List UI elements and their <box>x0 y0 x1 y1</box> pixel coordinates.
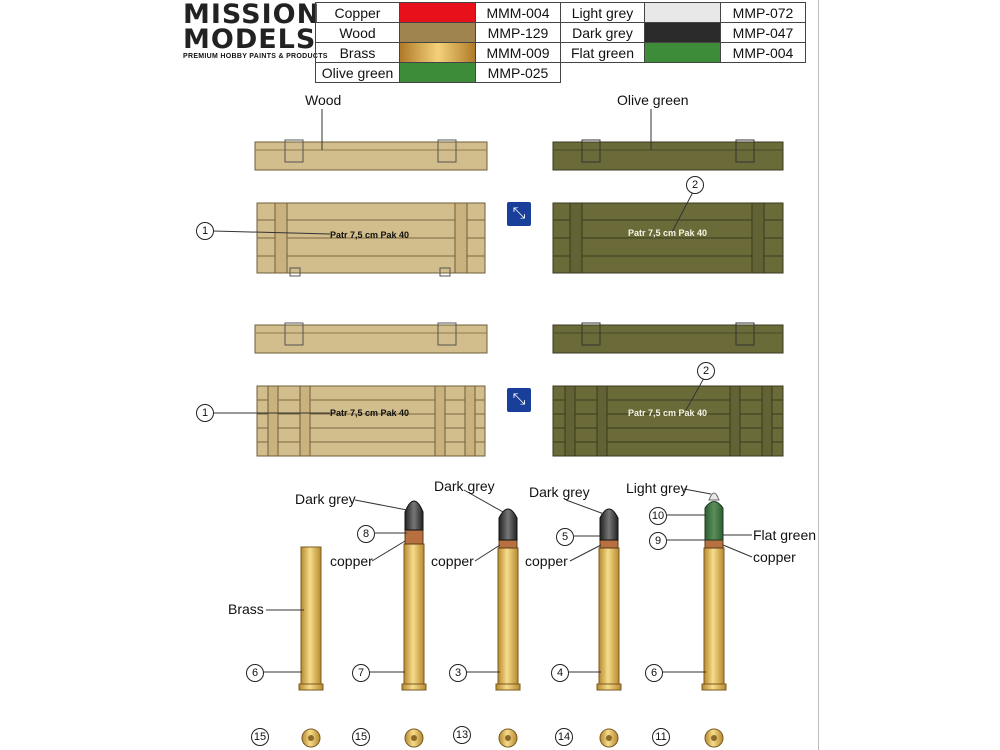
wood-crate-stencil: Patr 7,5 cm Pak 40 <box>330 408 410 418</box>
paint-code: MMM-009 <box>476 43 561 63</box>
callout-number: 2 <box>686 176 704 194</box>
base-callout: 11 <box>652 728 670 746</box>
callout-number: 3 <box>449 664 467 682</box>
dark-grey-label: Dark grey <box>295 491 356 507</box>
round-4 <box>702 493 726 690</box>
paint-code: MMP-025 <box>476 63 561 83</box>
callout-number: 7 <box>352 664 370 682</box>
base-callout: 15 <box>352 728 370 746</box>
paint-name: Olive green <box>316 63 400 83</box>
callout-number: 6 <box>246 664 264 682</box>
paint-code: MMP-072 <box>721 3 806 23</box>
copper-label: copper <box>525 553 568 569</box>
callout-number: 6 <box>645 664 663 682</box>
olive-crate-side-top <box>553 203 783 273</box>
brand-line1: MISSION <box>183 0 321 30</box>
paint-name: Copper <box>316 3 400 23</box>
brass-label: Brass <box>228 601 264 617</box>
wood-crate-side-bottom <box>257 386 485 456</box>
flat-green-label: Flat green <box>753 527 817 543</box>
callout-number: 1 <box>196 222 214 240</box>
paint-code: MMP-047 <box>721 23 806 43</box>
wood-crate-label: Wood <box>305 92 342 108</box>
paint-code: MMM-004 <box>476 3 561 23</box>
paint-name: Light grey <box>561 3 645 23</box>
olive-crate-stencil: Patr 7,5 cm Pak 40 <box>628 408 708 418</box>
paint-code: MMP-004 <box>721 43 806 63</box>
swap-arrow-icon: ⤡ <box>507 388 531 412</box>
wood-crate-lid-top <box>255 140 487 170</box>
olive-crate-stencil: Patr 7,5 cm Pak 40 <box>628 228 708 238</box>
wood-crate-lid-bottom <box>255 323 487 353</box>
callout-number: 8 <box>357 525 375 543</box>
callout-number: 4 <box>551 664 569 682</box>
round-2 <box>496 509 520 690</box>
callout-number: 2 <box>697 362 715 380</box>
light-grey-label: Light grey <box>626 480 688 496</box>
round-1 <box>402 501 426 690</box>
brand-tagline: PREMIUM HOBBY PAINTS & PRODUCTS <box>183 53 328 60</box>
base-callout: 15 <box>251 728 269 746</box>
wood-crate-stencil: Patr 7,5 cm Pak 40 <box>330 230 410 240</box>
paint-name: Wood <box>316 23 400 43</box>
copper-label: copper <box>753 549 796 565</box>
round-case-only <box>299 547 323 690</box>
callout-number: 1 <box>196 404 214 422</box>
paint-name: Flat green <box>561 43 645 63</box>
base-callout: 13 <box>453 726 471 744</box>
callout-number: 5 <box>556 528 574 546</box>
copper-label: copper <box>330 553 373 569</box>
copper-label: copper <box>431 553 474 569</box>
paint-code: MMP-129 <box>476 23 561 43</box>
dark-grey-label: Dark grey <box>434 478 495 494</box>
base-callout: 14 <box>555 728 573 746</box>
brand-line2: MODELS <box>183 24 317 55</box>
paint-name: Dark grey <box>561 23 645 43</box>
olive-crate-lid-top <box>553 140 783 170</box>
callout-number: 10 <box>649 507 667 525</box>
olive-crate-label: Olive green <box>617 92 689 108</box>
callout-number: 9 <box>649 532 667 550</box>
olive-crate-side-bottom <box>553 386 783 456</box>
paint-name: Brass <box>316 43 400 63</box>
olive-crate-lid-bottom <box>553 323 783 353</box>
dark-grey-label: Dark grey <box>529 484 590 500</box>
swap-arrow-icon: ⤡ <box>507 202 531 226</box>
